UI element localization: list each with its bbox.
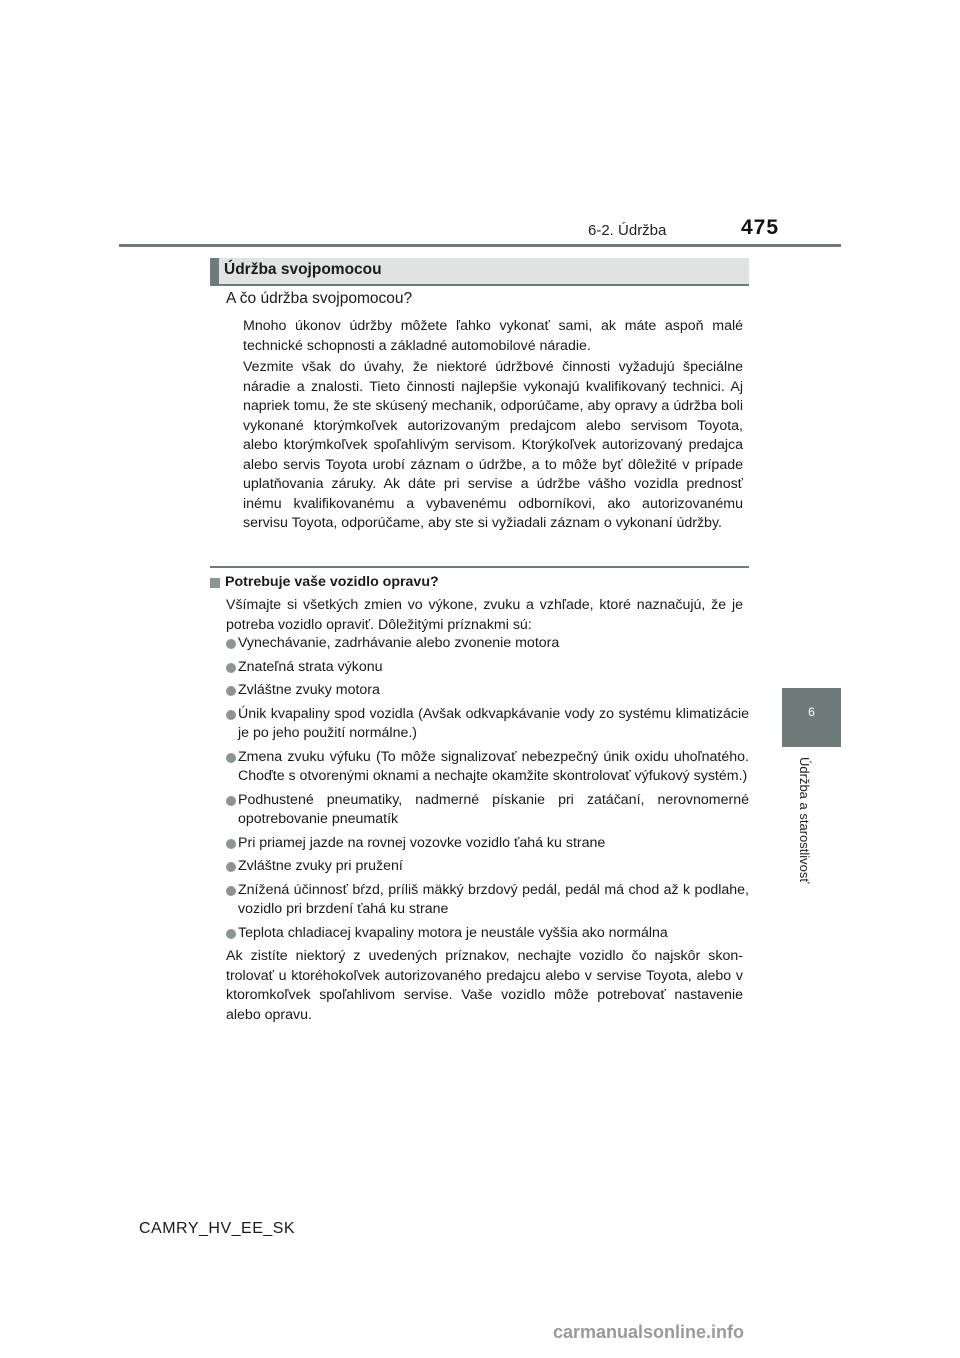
square-bullet-icon	[210, 578, 220, 588]
watermark: carmanualsonline.info	[553, 1322, 745, 1342]
list-item	[226, 658, 749, 678]
list-item	[226, 634, 749, 654]
bullet-dot-icon	[226, 639, 236, 649]
box-header-accent	[210, 258, 219, 284]
model-code: CAMRY_HV_EE_SK	[139, 1220, 296, 1237]
list-item-text: Podhustené pneumatiky, nadmerné pískanie pri zatáčaní, nerovnomerné opotrebovanie pneumatík	[238, 791, 749, 827]
list-item-text: Pri priamej jazde na rovnej vozovke vozidlo ťahá ku strane	[238, 834, 606, 851]
bullet-dot-icon	[226, 862, 236, 872]
list-item	[226, 881, 749, 920]
bullet-dot-icon	[226, 753, 236, 763]
list-item	[226, 924, 749, 944]
box-title: Údržba svojpomocou	[224, 261, 382, 278]
list-item-text: Zmena zvuku výfuku (To môže signalizovať nebezpečný únik oxidu uhoľnatého. Choďte s otvorenými oknami a nechajte okamžite skontrolovať výfukový systém.)	[238, 748, 749, 784]
chapter-title: Údržba a starostlivosť	[797, 757, 812, 884]
subsection-closing: Ak zistíte niektorý z uvedených príznakov, nechajte vozidlo čo najskôr skontrolovať u ktoréhokoľvek autorizovaného predajcu alebo v servise Toyota, alebo v ktoromkoľvek spoľahlivom servise. Vaše vozidlo môže potrebovať nastavenie alebo opravu.	[226, 948, 743, 1023]
list-item-text: Teplota chladiacej kvapaliny motora je neustále vyššia ako normálna	[238, 924, 668, 941]
subsection-heading: Potrebuje vaše vozidlo opravu?	[225, 574, 439, 590]
box-paragraph-1: Mnoho úkonov údržby môžete ľahko vykonať sami, ak máte aspoň malé technické schopnosti a základné automobilové náradie.	[243, 318, 743, 354]
bullet-dot-icon	[226, 663, 236, 673]
list-item-text: Znateľná strata výkonu	[238, 658, 383, 675]
bullet-dot-icon	[226, 710, 236, 720]
list-item	[226, 681, 749, 701]
bullet-dot-icon	[226, 686, 236, 696]
list-item-text: Zvláštne zvuky pri pružení	[238, 858, 403, 874]
box-divider	[210, 566, 749, 568]
box-question: A čo údržba svojpomocou?	[226, 290, 413, 307]
page-number: 475	[741, 216, 780, 239]
chapter-number: 6	[808, 705, 815, 719]
list-item	[226, 834, 749, 854]
list-item	[226, 857, 749, 877]
list-item	[226, 705, 749, 744]
list-item-text: Vynechávanie, zadrhávanie alebo zvonenie motora	[238, 635, 560, 651]
box-header	[210, 258, 749, 286]
bullet-dot-icon	[226, 929, 236, 939]
chapter-tab	[782, 688, 841, 747]
box-paragraph-2: Vezmite však do úvahy, že niektoré údržbové činnosti vyžadujú špeciálne náradie a znalosti. Tieto činnosti najlepšie vykonajú kvalifikovaný technici. Aj napriek tomu, že ste skúsený mechanik, odporúčame, aby opravy a údržba boli vykonané ktorýmkoľvek autorizovaným predajcom alebo servisom Toyota, alebo ktorýmkoľvek spoľahlivým servisom. Ktorýkoľvek autorizovaný predajca alebo servis Toyota urobí záznam o údržbe, a to môže byť dôležité v prípade uplatňovania záruky. Ak dáte pri servise a údržbe vášho vozidla prednosť inému kvalifikovanému a vybavenému odborníkovi, ako autorizovanému servisu Toyota, odporúčame, aby ste si vyžiadali záznam o vykonaní údržby.	[243, 359, 743, 531]
subsection-intro: Všímajte si všetkých zmien vo výkone, zvuku a vzhľade, ktoré naznačujú, že je potreba vozidlo opraviť. Dôležitými príznakmi sú:	[226, 597, 743, 633]
symptom-list	[226, 634, 749, 947]
header-divider	[119, 244, 841, 247]
list-item-text: Únik kvapaliny spod vozidla (Avšak odkvapkávanie vody zo systému klimatizácie je po jeho použití normálne.)	[238, 705, 749, 741]
list-item-text: Znížená účinnosť bŕzd, príliš mäkký brzdový pedál, pedál má chod až k podlahe, vozidlo pri brzdení ťahá ku strane	[238, 881, 749, 917]
section-title: 6-2. Údržba	[588, 222, 667, 239]
bullet-dot-icon	[226, 839, 236, 849]
list-item-text: Zvláštne zvuky motora	[238, 682, 380, 698]
list-item	[226, 791, 749, 830]
bullet-dot-icon	[226, 796, 236, 806]
bullet-dot-icon	[226, 886, 236, 896]
list-item	[226, 748, 749, 787]
